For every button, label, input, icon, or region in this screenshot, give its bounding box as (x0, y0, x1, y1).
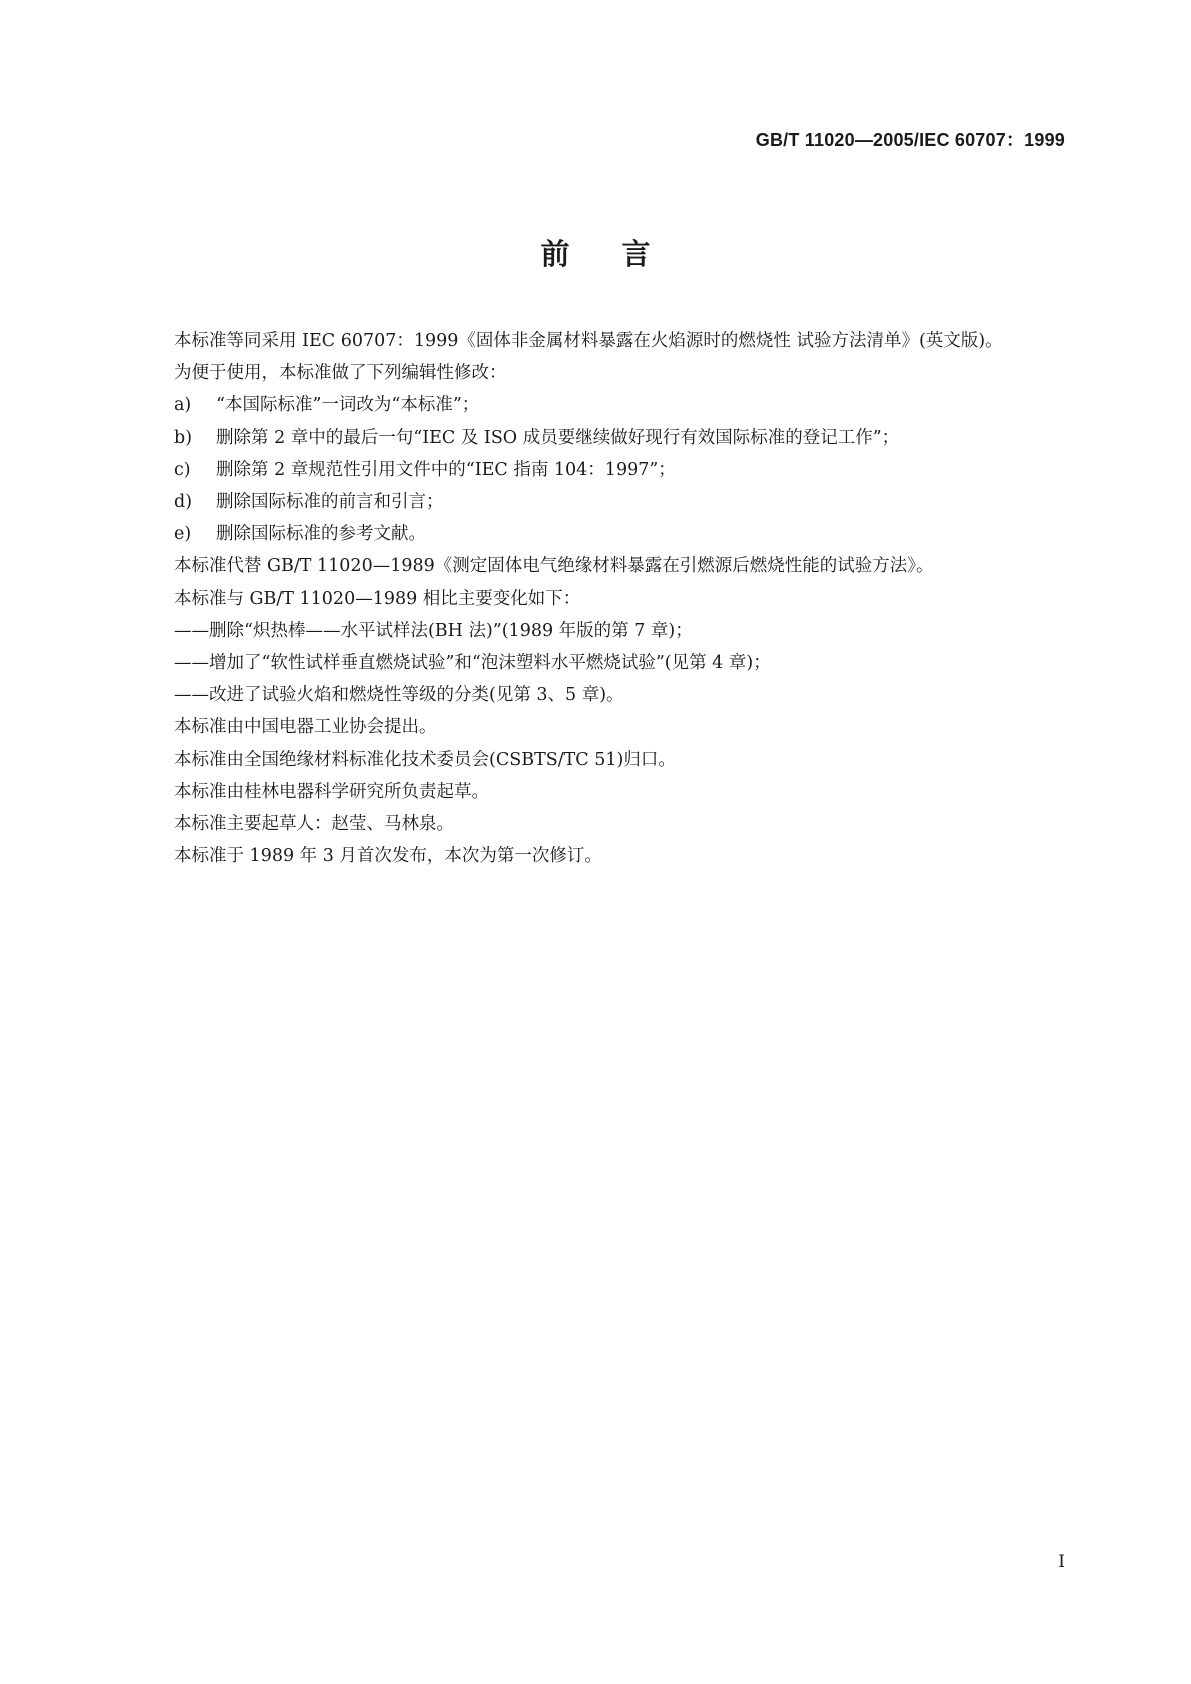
adoption-paragraph: 本标准等同采用 IEC 60707：1999《固体非金属材料暴露在火焰源时的燃烧性 试验方法清单》(英文版)。 (174, 331, 1003, 351)
page-title: 前言 (540, 237, 703, 271)
list-item-text: “本国际标准”一词改为“本标准”； (216, 395, 480, 416)
list-item-text: 删除第 2 章规范性引用文件中的“IEC 指南 104：1997”； (216, 459, 676, 480)
page-number: I (1058, 1552, 1065, 1572)
change-item: ——增加了“软性试样垂直燃烧试验”和“泡沫塑料水平燃烧试验”(见第 4 章)； (174, 653, 771, 674)
change-item: ——改进了试验火焰和燃烧性等级的分类(见第 3、5 章)。 (174, 685, 624, 706)
list-item-text: 删除第 2 章中的最后一句“IEC 及 ISO 成员要继续做好现行有效国际标准的登记工作”； (216, 427, 900, 448)
list-item-text: 删除国际标准的参考文献。 (216, 524, 426, 545)
list-item (133, 518, 1068, 550)
list-marker: d) (174, 492, 193, 513)
edits-intro: 为便于使用，本标准做了下列编辑性修改： (174, 363, 507, 384)
list-marker: c) (174, 459, 191, 480)
foreword-body (133, 325, 1068, 872)
publication-history-statement: 本标准于 1989 年 3 月首次发布，本次为第一次修订。 (174, 846, 602, 867)
list-item (133, 454, 1068, 486)
committee-statement: 本标准由全国绝缘材料标准化技术委员会(CSBTS/TC 51)归口。 (174, 749, 676, 770)
list-marker: b) (174, 427, 193, 448)
list-item-text: 删除国际标准的前言和引言； (216, 492, 444, 513)
proposer-statement: 本标准由中国电器工业协会提出。 (174, 717, 437, 738)
standard-code-header: GB/T 11020—2005/IEC 60707：1999 (755, 130, 1065, 150)
changes-intro: 本标准与 GB/T 11020—1989 相比主要变化如下： (174, 588, 581, 609)
drafting-org-statement: 本标准由桂林电器科学研究所负责起草。 (174, 781, 489, 802)
list-marker: a) (174, 395, 192, 416)
change-item: ——删除“炽热棒——水平试样法(BH 法)”(1989 年版的第 7 章)； (174, 620, 693, 641)
list-marker: e) (174, 524, 192, 545)
drafters-statement: 本标准主要起草人：赵莹、马林泉。 (174, 814, 454, 835)
list-item (133, 422, 1068, 454)
list-item (133, 389, 1068, 421)
list-item (133, 486, 1068, 518)
replacement-statement: 本标准代替 GB/T 11020—1989《测定固体电气绝缘材料暴露在引燃源后燃烧性能的试验方法》。 (174, 556, 934, 577)
